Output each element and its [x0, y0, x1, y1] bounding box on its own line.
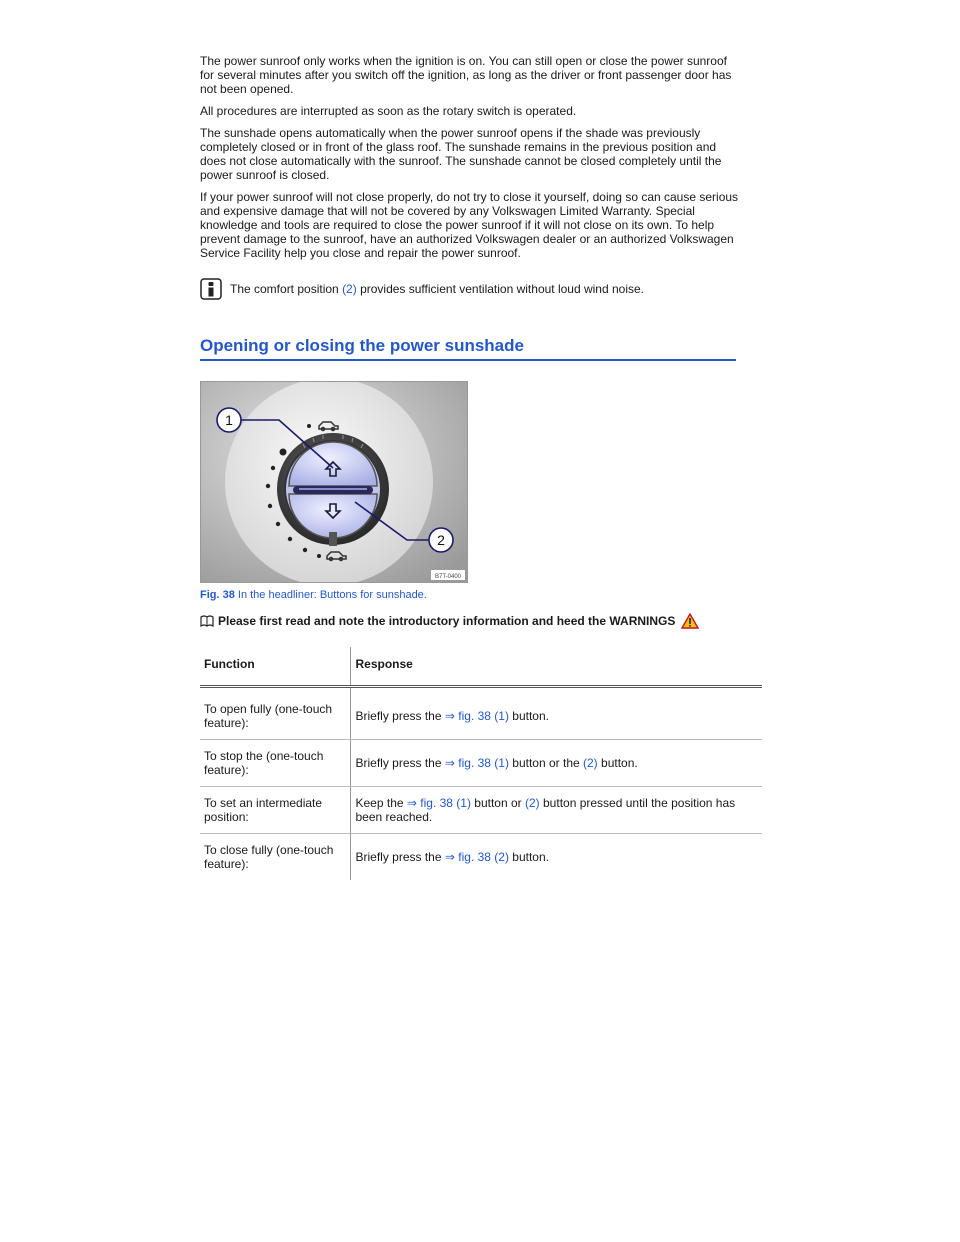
ref-2-link[interactable]: (2): [583, 755, 598, 770]
figure-code: B7T-0400: [434, 574, 462, 580]
caption-text: In the headliner: Buttons for sunshade.: [234, 589, 427, 601]
note-text: The comfort position (2) provides sufficient ventilation without loud wind noise.: [230, 282, 645, 296]
function-response-table: [200, 647, 762, 880]
callout-2: 2: [437, 532, 445, 548]
table-row: [200, 739, 762, 786]
fig-ref-link[interactable]: ⇒ fig. 38 (1): [406, 795, 471, 810]
paragraph-warranty: If your power sunroof will not close properly, do not try to close it yourself, doing so can cause serious and expensive damage that will not be covered by any Volkswagen Limited Warranty. Special knowledge and tools are required to close the power sunroof if it will not close on its own. To help prevent damage to the sunroof, have an authorized Volkswagen dealer or an authorized Volkswagen Service Facility help you close and repair the power sunroof.: [200, 190, 739, 260]
header-response: Response: [350, 647, 762, 687]
intro-line: [200, 613, 740, 629]
table-row: [200, 833, 762, 880]
function-cell: To stop the (one-touch feature):: [200, 739, 350, 786]
table-header-row: [200, 647, 762, 687]
book-icon: [200, 615, 214, 627]
fig-ref-link[interactable]: ⇒ fig. 38 (2): [444, 849, 509, 864]
info-icon: [200, 278, 222, 300]
table-row: [200, 693, 762, 740]
section-heading: Opening or closing the power sunshade: [200, 336, 736, 361]
warning-icon[interactable]: [681, 613, 699, 629]
note-ref-2[interactable]: (2): [342, 282, 357, 296]
response-cell: Keep the ⇒ fig. 38 (1) button or (2) button pressed until the position has been reached.: [350, 786, 762, 833]
figure-caption: [200, 589, 740, 601]
sunshade-switch-illustration: [201, 382, 467, 582]
fig-ref-link[interactable]: ⇒ fig. 38 (1): [444, 708, 509, 723]
function-cell: To set an intermediate position:: [200, 786, 350, 833]
paragraph-ignition: The power sunroof only works when the ignition is on. You can still open or close the power sunroof for several minutes after you switch off the ignition, as long as the driver or front passenger door has not been opened.: [200, 54, 732, 96]
caption-label: Fig. 38: [200, 589, 235, 601]
function-cell: To open fully (one-touch feature):: [200, 693, 350, 740]
paragraph-sunshade: The sunshade opens automatically when the power sunroof opens if the shade was previously completely closed or in front of the glass roof. The sunshade remains in the previous position and does not close automatically with the sunroof. The sunshade cannot be closed completely until the power sunroof is closed.: [200, 126, 722, 182]
page-content: [200, 54, 740, 880]
response-cell: Briefly press the ⇒ fig. 38 (1) button.: [350, 693, 762, 740]
response-cell: Briefly press the ⇒ fig. 38 (1) button or the (2) button.: [350, 739, 762, 786]
fig-ref-link[interactable]: ⇒ fig. 38 (1): [444, 755, 509, 770]
intro-text: Please first read and note the introductory information and heed the WARNINGS: [218, 614, 676, 628]
header-function: Function: [200, 647, 350, 687]
info-note: [200, 278, 740, 300]
figure-sunshade-buttons: [200, 381, 468, 583]
callout-1: 1: [225, 412, 233, 428]
response-cell: Briefly press the ⇒ fig. 38 (2) button.: [350, 833, 762, 880]
function-cell: To close fully (one-touch feature):: [204, 842, 334, 871]
table-row: [200, 786, 762, 833]
paragraph-interrupt: All procedures are interrupted as soon as the rotary switch is operated.: [200, 104, 577, 118]
ref-2-link[interactable]: (2): [525, 795, 540, 810]
